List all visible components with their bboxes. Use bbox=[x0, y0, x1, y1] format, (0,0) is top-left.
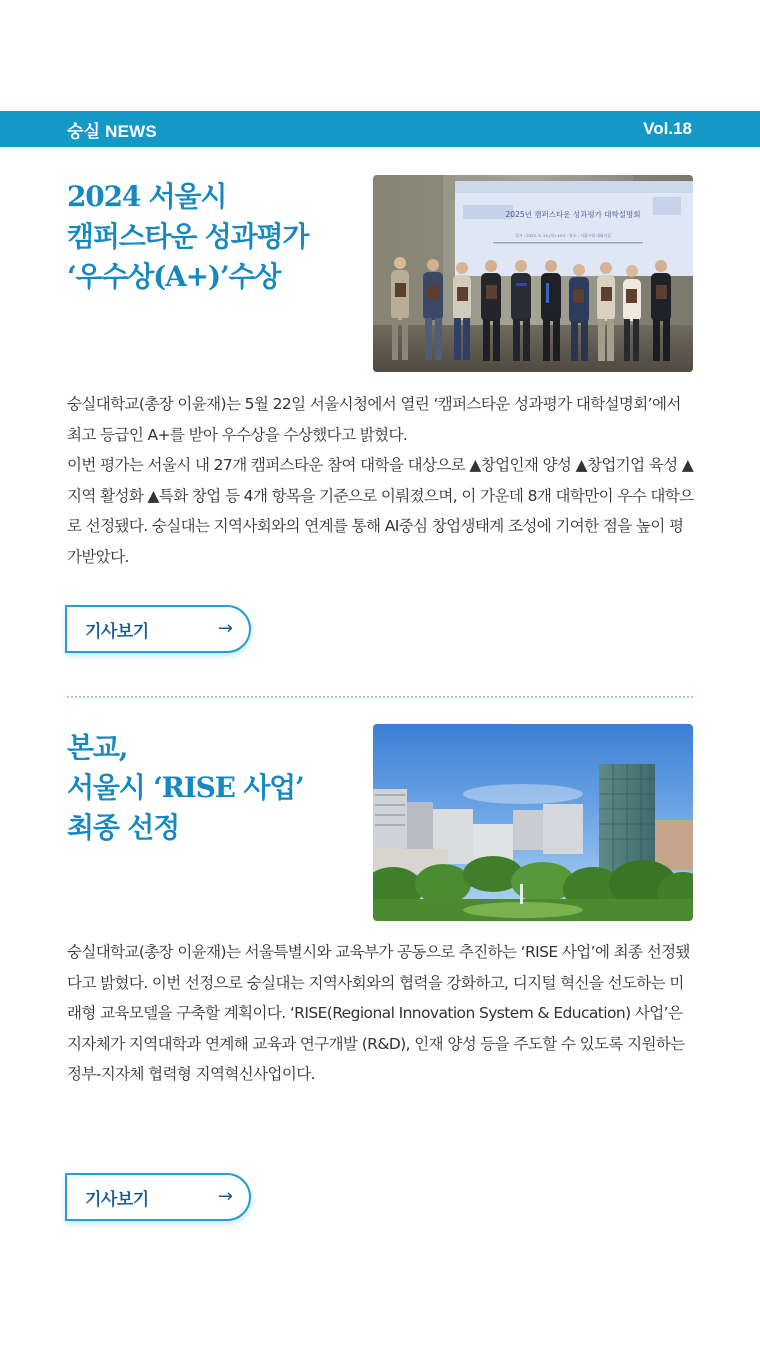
article-paragraph: 숭실대학교(총장 이윤재)는 서울특별시와 교육부가 공동으로 추진하는 ‘RISE 사업’에 최종 선정됐다고 밝혔다. 이번 선정으로 숭실대는 지역사회와의 협력을 강화하고, 디지털 혁신을 선도하는 미래형 교육모델을 구축할 계획이다. ‘RISE(Regional Innovation System & Education) 사업’은 지자체가 지역대학과 연계해 교육과 연구개발 (R&D), 인재 양성 등을 주도할 수 있도록 지원하는 정부-지자체 협력형 지역혁신사업이다. bbox=[67, 943, 690, 1083]
article-paragraph: 이번 평가는 서울시 내 27개 캠퍼스타운 참여 대학을 대상으로 ▲창업인재 양성 ▲창업기업 육성 ▲지역 활성화 ▲특화 창업 등 4개 항목을 기준으로 이뤄졌으며, 이 가운데 8개 대학만이 우수 대학으로 선정됐다. 숭실대는 지역사회와의 연계를 통해 AI중심 창업생태계 조성에 기여한 점을 높이 평가받았다. bbox=[67, 456, 694, 566]
arrow-right-icon: → bbox=[217, 1186, 233, 1207]
article-title bbox=[67, 177, 357, 297]
article-title bbox=[67, 728, 357, 848]
banner-subtitle: 일시 : 2025. 5. 22.(목) 10시 · 장소 : 서울시청 대회의실 bbox=[515, 233, 611, 238]
newsletter-header bbox=[0, 111, 760, 147]
read-article-button[interactable] bbox=[65, 605, 251, 653]
title-line: 2024 서울시 bbox=[67, 180, 227, 213]
title-line: 본교, bbox=[67, 731, 128, 764]
campus-aerial-photo bbox=[373, 724, 693, 921]
article-paragraph: 숭실대학교(총장 이윤재)는 5월 22일 서울시청에서 열린 ‘캠퍼스타운 성과평가 대학설명회’에서 최고 등급인 A+를 받아 우수상을 수상했다고 밝혔다. bbox=[67, 395, 681, 444]
read-article-label: 기사보기 bbox=[85, 1189, 149, 1210]
title-line: 서울시 ‘RISE 사업’ bbox=[67, 771, 304, 804]
section-divider bbox=[67, 696, 693, 698]
article-body bbox=[67, 937, 695, 1090]
arrow-right-icon: → bbox=[217, 618, 233, 639]
article-body bbox=[67, 389, 695, 572]
read-article-button[interactable] bbox=[65, 1173, 251, 1221]
newsletter-brand: 숭실 NEWS bbox=[67, 121, 157, 141]
title-line: 캠퍼스타운 성과평가 bbox=[67, 220, 309, 253]
title-line: ‘우수상(A+)’수상 bbox=[67, 260, 281, 293]
banner-title: 2025년 캠퍼스타운 성과평가 대학설명회 bbox=[505, 210, 641, 219]
read-article-label: 기사보기 bbox=[85, 621, 149, 642]
volume-number: Vol.18 bbox=[643, 119, 692, 138]
title-line: 최종 선정 bbox=[67, 811, 179, 844]
award-ceremony-photo bbox=[373, 175, 693, 372]
